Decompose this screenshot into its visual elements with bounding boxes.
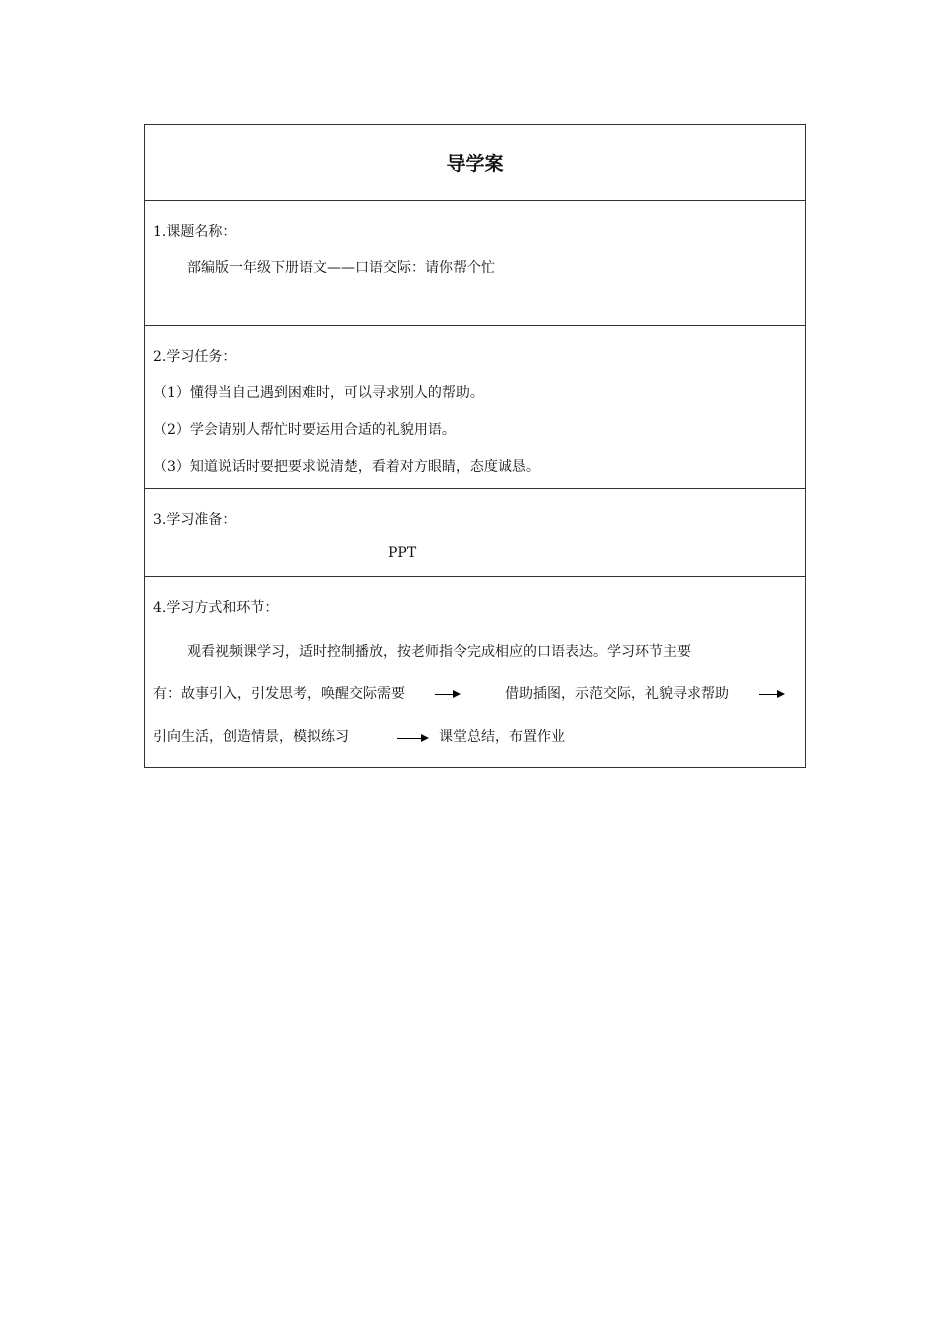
topic-section xyxy=(145,201,805,326)
tasks-section xyxy=(145,326,805,489)
page-title: 导学案 xyxy=(446,153,504,175)
task-item-2: （2）学会请别人帮忙时要运用合适的礼貌用语。 xyxy=(153,422,456,438)
prep-section xyxy=(145,489,805,577)
title-row xyxy=(145,125,805,201)
method-step-4: 课堂总结，布置作业 xyxy=(439,729,565,745)
method-step-3: 引向生活，创造情景，模拟练习 xyxy=(153,729,349,745)
tasks-label: 2.学习任务： xyxy=(153,349,237,365)
method-line-1: 观看视频课学习，适时控制播放，按老师指令完成相应的口语表达。学习环节主要 xyxy=(187,644,691,660)
arrow-right-icon xyxy=(759,694,783,695)
method-section xyxy=(145,577,805,767)
topic-content: 部编版一年级下册语文——口语交际：请你帮个忙 xyxy=(187,260,495,276)
method-label: 4.学习方式和环节： xyxy=(153,600,279,616)
task-item-3: （3）知道说话时要把要求说清楚，看着对方眼睛，态度诚恳。 xyxy=(153,459,540,475)
prep-content: PPT xyxy=(388,545,417,561)
topic-label: 1.课题名称： xyxy=(153,224,237,240)
prep-label: 3.学习准备： xyxy=(153,512,237,528)
arrow-right-icon xyxy=(435,694,459,695)
method-step-1: 有：故事引入，引发思考，唤醒交际需要 xyxy=(153,686,405,702)
study-guide-table xyxy=(144,124,806,768)
arrow-right-icon xyxy=(397,738,427,739)
method-step-2: 借助插图，示范交际，礼貌寻求帮助 xyxy=(505,686,729,702)
task-item-1: （1）懂得当自己遇到困难时，可以寻求别人的帮助。 xyxy=(153,385,484,401)
